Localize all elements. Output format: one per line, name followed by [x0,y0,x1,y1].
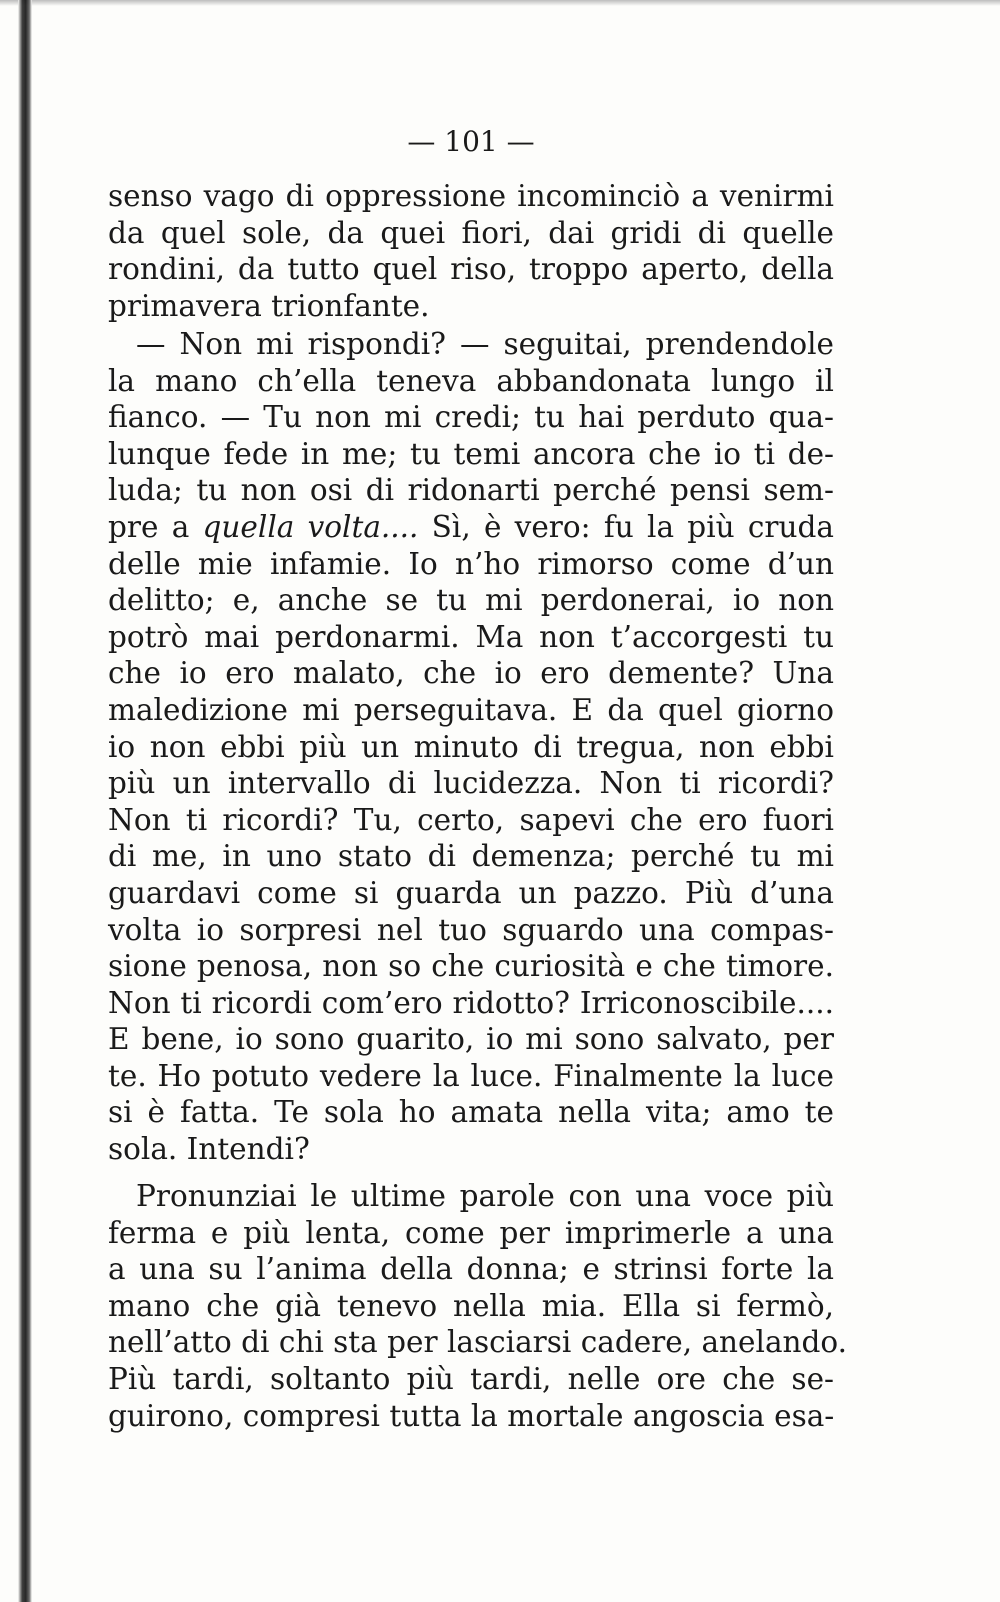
text-fragment: pre a [108,509,203,544]
text-line: Pronunziai le ultime parole con una voce più [136,1179,834,1213]
text-line: mano che già tenevo nella mia. Ella si fermò, [108,1288,834,1323]
text-line: guirono, compresi tutta la mortale angoscia esa- [108,1398,835,1433]
text-line: io non ebbi più un minuto di tregua, non ebbi [108,729,834,764]
paragraph-1 [108,178,834,324]
text-line: E bene, io sono guarito, io mi sono salvato, per [108,1022,834,1057]
paragraph-2 [108,326,834,1168]
text-line: lunque fede in me; tu temi ancora che io ti de- [108,436,834,471]
text-line: delle mie infamie. Io n’ho rimorso come d’un [108,546,834,581]
text-line: te. Ho potuto vedere la luce. Finalmente la luce [108,1058,834,1093]
paragraph-3 [108,1178,848,1434]
text-line: fianco. — Tu non mi credi; tu hai perduto qua- [108,400,834,435]
text-line: a una su l’anima della donna; e strinsi forte la [108,1252,834,1287]
italic-phrase: quella volta.... [202,509,419,544]
text-line: più un intervallo di lucidezza. Non ti ricordi? [108,766,834,801]
text-line: nell’atto di chi sta per lasciarsi cadere, anelando. [108,1325,848,1360]
text-line: la mano ch’ella teneva abbandonata lungo il [108,363,834,398]
text-line: Più tardi, soltanto più tardi, nelle ore che se- [108,1361,834,1396]
text-line: rondini, da tutto quel riso, troppo aperto, della [108,252,834,287]
text-line: guardavi come si guarda un pazzo. Più d’una [108,875,834,910]
text-line: sione penosa, non so che curiosità e che timore. [108,949,834,984]
binding-edge [18,0,32,1602]
text-line: delitto; e, anche se tu mi perdonerai, io non [108,583,834,618]
text-line: — Non mi rispondi? — seguitai, prendendole [136,327,834,361]
text-line: si è fatta. Te sola ho amata nella vita; amo te [108,1095,834,1130]
text-line: da quel sole, da quei fiori, dai gridi di quelle [108,215,834,250]
text-line: primavera trionfante. [108,288,430,323]
page-top-edge [0,0,1000,6]
text-line: potrò mai perdonarmi. Ma non t’accorgesti tu [108,619,834,654]
text-line-italic [108,509,834,546]
text-line: Non ti ricordi com’ero ridotto? Irriconoscibile.... [108,985,834,1020]
text-line: luda; tu non osi di ridonarti perché pensi sem- [108,473,834,508]
text-line: volta io sorpresi nel tuo sguardo una compas- [108,912,834,947]
text-line: che io ero malato, che io ero demente? Una [108,656,834,691]
text-line: sola. Intendi? [108,1132,310,1167]
text-line: di me, in uno stato di demenza; perché tu mi [108,839,834,874]
text-line: senso vago di oppressione incominciò a venirmi [108,179,834,213]
text-line: maledizione mi perseguitava. E da quel giorno [108,692,834,727]
text-fragment: Sì, è vero: fu la più cruda [418,509,834,544]
page-number: — 101 — [407,125,535,158]
text-line: Non ti ricordi? Tu, certo, sapevi che ero fuori [108,802,834,837]
text-line: ferma e più lenta, come per imprimerle a una [108,1215,834,1250]
